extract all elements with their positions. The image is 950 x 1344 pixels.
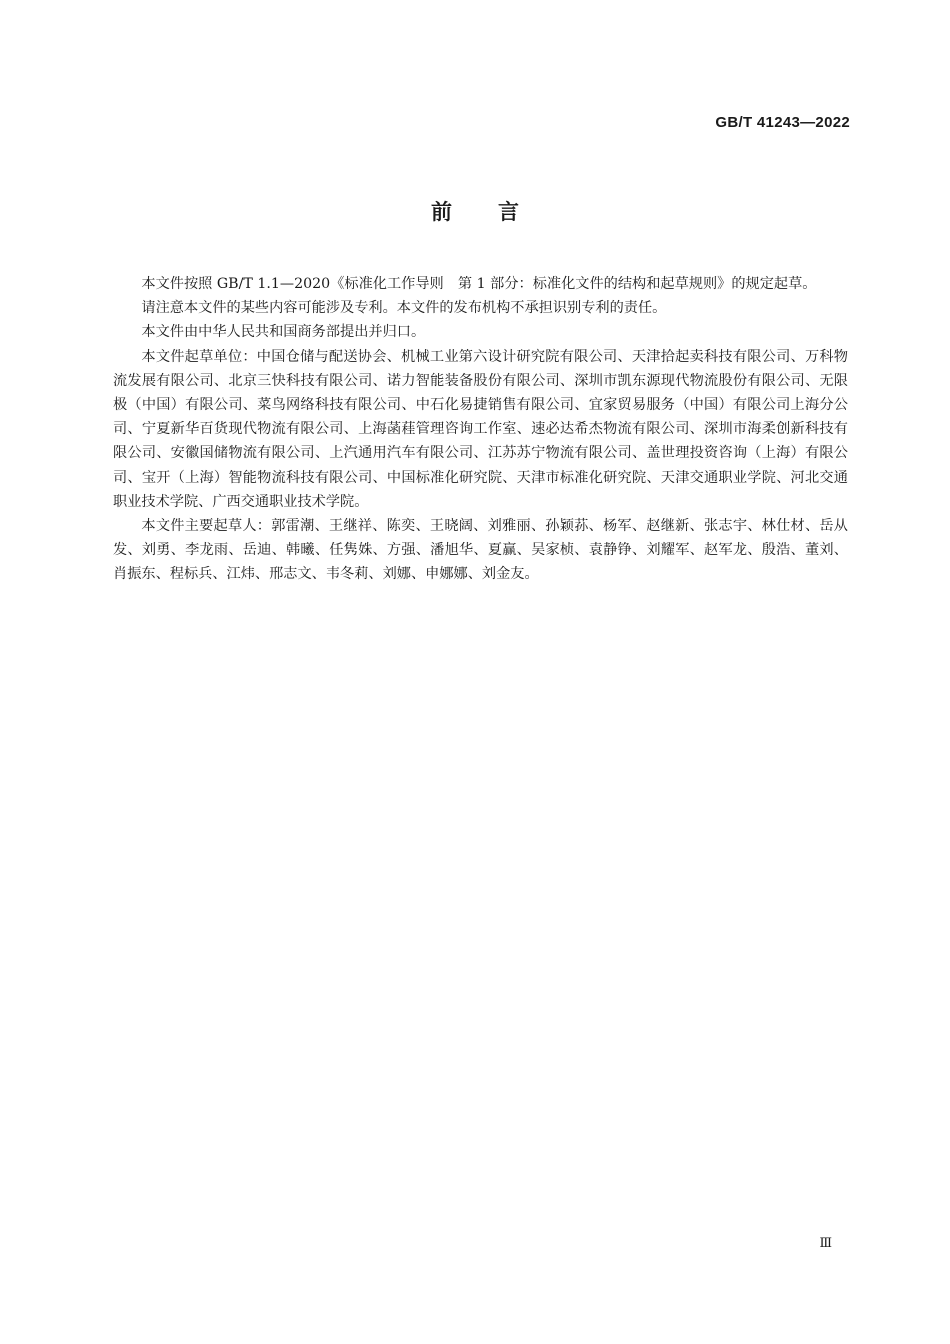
- paragraph-drafting-rules: 本文件按照 GB/T 1.1—2020《标准化工作导则 第 1 部分：标准化文件的结构和起草规则》的规定起草。: [141, 276, 817, 292]
- page-title: 前言: [431, 200, 565, 224]
- page-number: Ⅲ: [819, 1236, 832, 1251]
- foreword-body: [113, 272, 848, 587]
- paragraph-drafters: 本文件主要起草人：郭雷潮、王继祥、陈奕、王晓阔、刘雅丽、孙颖荪、杨军、赵继新、张志宇、林仕材、岳从发、刘勇、李龙雨、岳迪、韩曦、任隽姝、方强、潘旭华、夏赢、吴家桢、袁静铮、刘耀军、赵军龙、殷浩、董刘、肖振东、程标兵、江炜、邢志文、韦冬莉、刘娜、申娜娜、刘金友。: [113, 518, 848, 583]
- paragraph-patent-notice: 请注意本文件的某些内容可能涉及专利。本文件的发布机构不承担识别专利的责任。: [141, 300, 667, 317]
- paragraph-drafting-organizations: 本文件起草单位：中国仓储与配送协会、机械工业第六设计研究院有限公司、天津拾起卖科技有限公司、万科物流发展有限公司、北京三快科技有限公司、诺力智能装备股份有限公司、深圳市凯东源现代物流股份有限公司、无限极（中国）有限公司、菜鸟网络科技有限公司、中石化易捷销售有限公司、宜家贸易服务（中国）有限公司上海分公司、宁夏新华百货现代物流有限公司、上海菡蓕管理咨询工作室、速必达希杰物流有限公司、深圳市海柔创新科技有限公司、安徽国储物流有限公司、上汽通用汽车有限公司、江苏苏宁物流有限公司、盖世理投资咨询（上海）有限公司、宝开（上海）智能物流科技有限公司、中国标准化研究院、天津市标准化研究院、天津交通职业学院、河北交通职业技术学院、广西交通职业技术学院。: [113, 348, 848, 510]
- paragraph-proposer: 本文件由中华人民共和国商务部提出并归口。: [141, 324, 426, 341]
- standard-number: GB/T 41243—2022: [715, 114, 850, 131]
